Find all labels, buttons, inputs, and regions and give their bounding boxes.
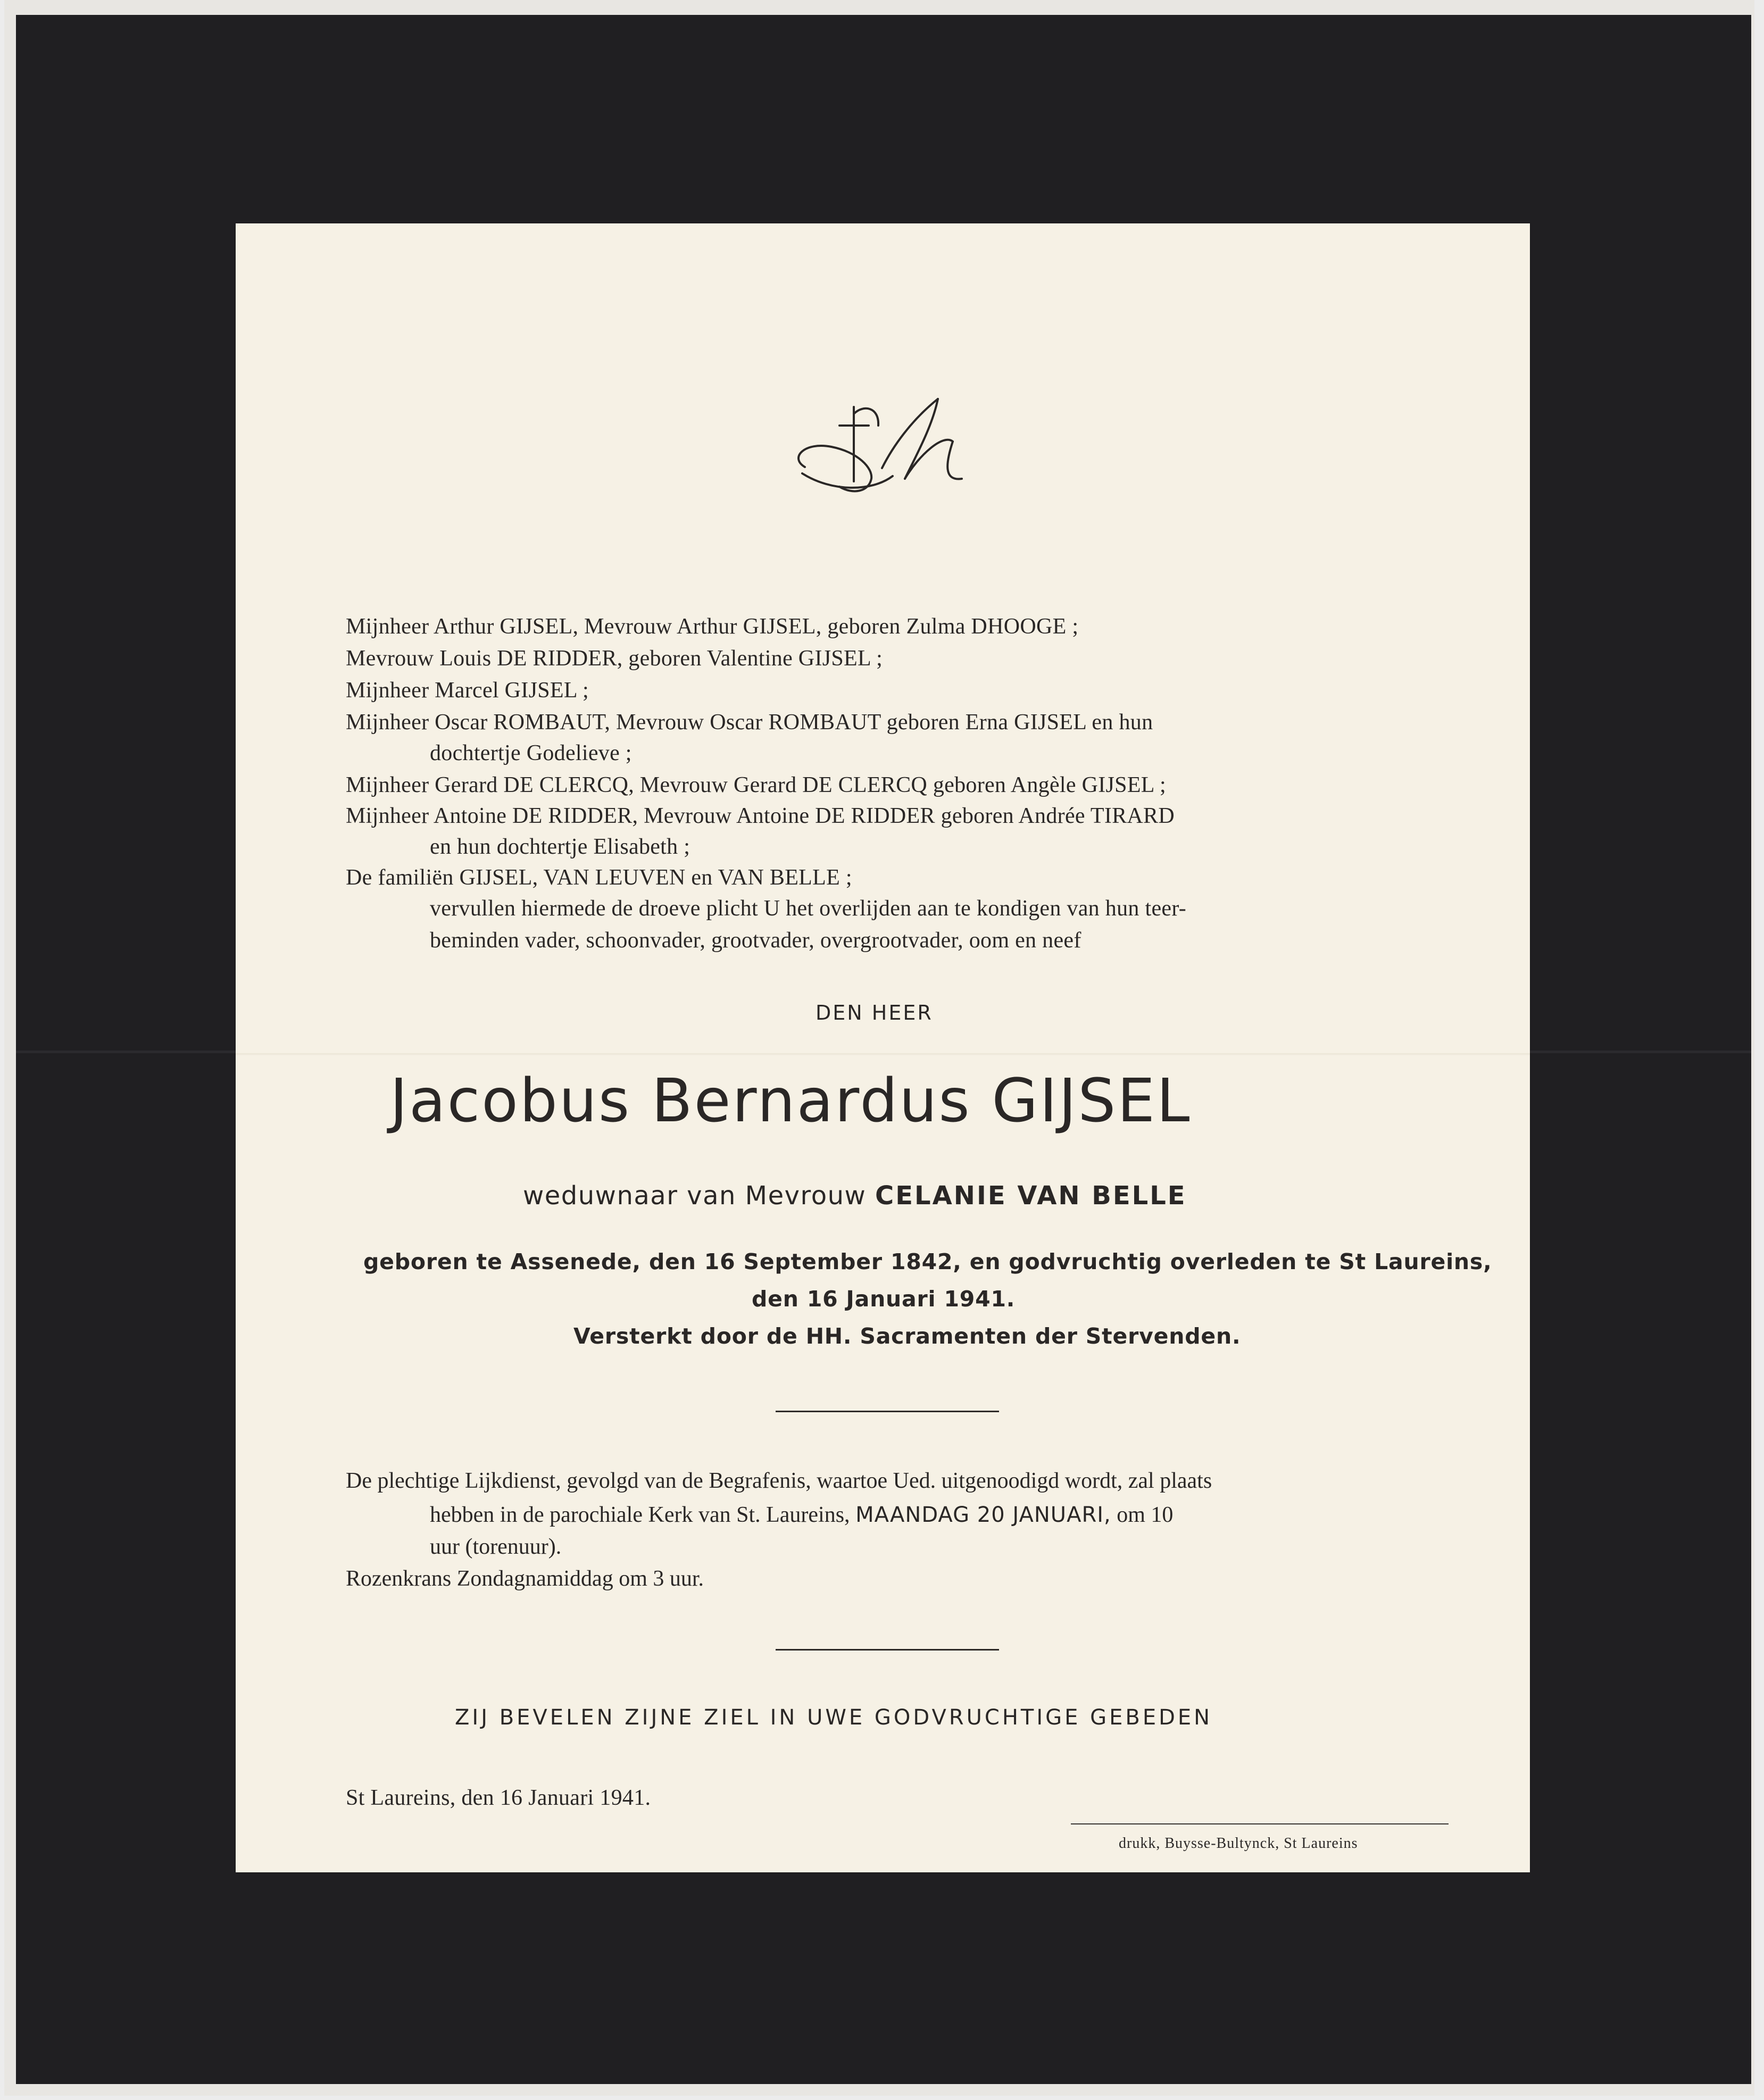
funeral-church: hebben in de parochiale Kerk van St. Laureins, xyxy=(430,1503,850,1527)
family-line-7: Mijnheer Antoine DE RIDDER, Mevrouw Antoine DE RIDDER geboren Andrée TIRARD xyxy=(346,804,1175,828)
printer-credit: drukk, Buysse-Bultynck, St Laureins xyxy=(1119,1835,1358,1852)
family-line-2: Mevrouw Louis DE RIDDER, geboren Valentine GIJSEL ; xyxy=(346,646,883,671)
divider-1 xyxy=(776,1411,999,1412)
printer-rule xyxy=(1071,1823,1449,1824)
sheet-fold xyxy=(236,1053,1530,1055)
divider-2 xyxy=(776,1649,999,1651)
family-line-5: dochtertje Godelieve ; xyxy=(430,741,632,765)
widower-name: CELANIE VAN BELLE xyxy=(875,1181,1187,1211)
widower-prefix: weduwnaar van Mevrouw xyxy=(523,1181,867,1211)
family-line-10: vervullen hiermede de droeve plicht U het overlijden aan te kondigen van hun teer- xyxy=(430,896,1187,921)
funeral-date: MAANDAG 20 JANUARI, xyxy=(855,1503,1111,1527)
rosary-line: Rozenkrans Zondagnamiddag om 3 uur. xyxy=(346,1566,704,1591)
widower-line xyxy=(523,1181,1187,1211)
family-line-9: De familiën GIJSEL, VAN LEUVEN en VAN BELLE ; xyxy=(346,865,852,890)
place-date: St Laureins, den 16 Januari 1941. xyxy=(346,1786,651,1810)
death-notice-sheet xyxy=(236,223,1530,1872)
prayer-request: ZIJ BEVELEN ZIJNE ZIEL IN UWE GODVRUCHTIGE GEBEDEN xyxy=(455,1705,1213,1730)
funeral-line-3: uur (torenuur). xyxy=(430,1535,562,1559)
cross-monogram-icon xyxy=(784,383,980,505)
birth-death-line-1: geboren te Assenede, den 16 September 1842, en godvruchtig overleden te St Laureins, xyxy=(363,1249,1492,1274)
birth-death-line-2: den 16 Januari 1941. xyxy=(752,1286,1016,1312)
deceased-name: Jacobus Bernardus GIJSEL xyxy=(390,1066,1192,1136)
family-line-11: beminden vader, schoonvader, grootvader, overgrootvader, oom en neef xyxy=(430,928,1081,953)
title-den-heer: DEN HEER xyxy=(816,1001,933,1024)
funeral-line-1: De plechtige Lijkdienst, gevolgd van de Begrafenis, waartoe Ued. uitgenoodigd wordt, zal plaats xyxy=(346,1469,1212,1493)
funeral-time: om 10 xyxy=(1117,1503,1174,1527)
family-line-6: Mijnheer Gerard DE CLERCQ, Mevrouw Gerard DE CLERCQ geboren Angèle GIJSEL ; xyxy=(346,773,1166,797)
sacraments-line: Versterkt door de HH. Sacramenten der Stervenden. xyxy=(573,1323,1241,1349)
funeral-line-2 xyxy=(430,1502,1173,1528)
family-line-1: Mijnheer Arthur GIJSEL, Mevrouw Arthur GIJSEL, geboren Zulma DHOOGE ; xyxy=(346,614,1079,639)
family-line-8: en hun dochtertje Elisabeth ; xyxy=(430,835,690,859)
family-line-4: Mijnheer Oscar ROMBAUT, Mevrouw Oscar ROMBAUT geboren Erna GIJSEL en hun xyxy=(346,710,1153,735)
family-line-3: Mijnheer Marcel GIJSEL ; xyxy=(346,678,589,703)
